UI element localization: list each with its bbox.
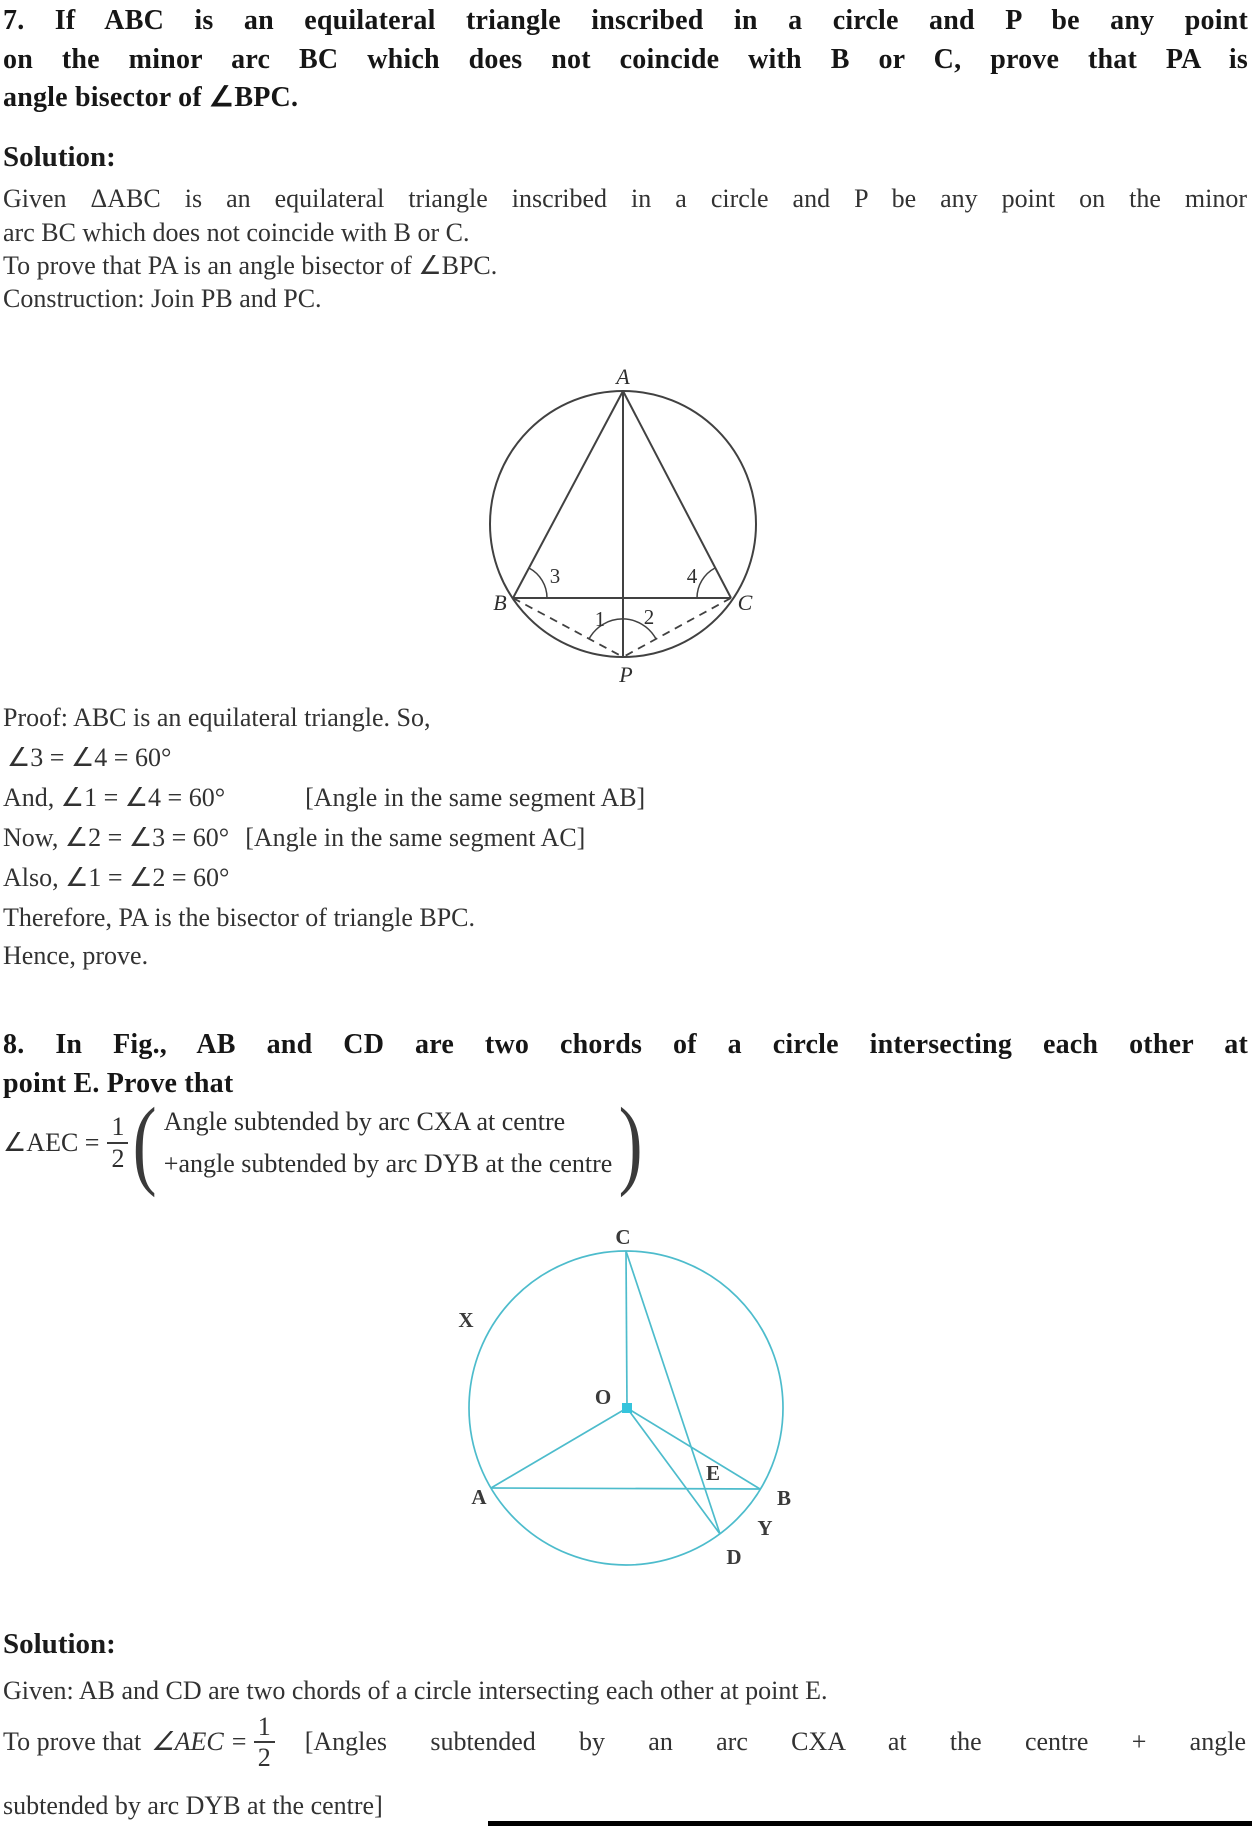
close-paren: ) xyxy=(619,1087,644,1198)
point-label-c: C xyxy=(615,1228,631,1249)
problem7-given-line2: arc BC which does not coincide with B or C. xyxy=(3,217,470,247)
angle-label-1: 1 xyxy=(594,607,606,631)
proof-eq2: And, ∠1 = ∠4 = 60° xyxy=(3,783,226,812)
point-label-c: C xyxy=(737,590,753,615)
proof-eq2-line xyxy=(3,781,645,815)
line-ob xyxy=(627,1408,760,1489)
proof-eq4: Also, ∠1 = ∠2 = 60° xyxy=(3,863,230,892)
proof-eq2-note: [Angle in the same segment AB] xyxy=(305,783,646,812)
problem7-construction: Construction: Join PB and PC. xyxy=(3,284,322,313)
formula-line2: +angle subtended by arc DYB at the centre xyxy=(163,1148,613,1178)
to-prove-bracket-line1: [Angles subtended by an arc CXA at the centre + angle xyxy=(304,1727,1246,1757)
to-prove-numerator: 1 xyxy=(254,1713,275,1743)
proof-conclusion: Therefore, PA is the bisector of triangle BPC. xyxy=(3,903,476,932)
problem7-given-line1: Given ΔABC is an equilateral triangle inscribed in a circle and P be any point on the minor xyxy=(3,184,1247,213)
angle-label-3: 3 xyxy=(549,564,561,588)
line-cp-dashed xyxy=(623,598,731,657)
problem7-heading-line3: angle bisector of ∠BPC. xyxy=(3,82,299,113)
line-oa xyxy=(491,1408,627,1488)
chord-ab xyxy=(491,1488,760,1489)
line-ab xyxy=(513,391,623,598)
chord-cd xyxy=(626,1251,720,1534)
line-bp-dashed xyxy=(513,598,623,657)
arc-label-x: X xyxy=(458,1308,474,1332)
to-prove-fraction xyxy=(254,1713,275,1772)
problem7-solution-label: Solution: xyxy=(3,141,116,173)
problem8-formula xyxy=(3,1087,648,1198)
formula-fraction xyxy=(107,1113,128,1172)
line-co xyxy=(626,1251,627,1408)
problem7-heading xyxy=(3,2,1248,118)
point-label-b: B xyxy=(776,1486,792,1510)
to-prove-denominator: 2 xyxy=(257,1743,271,1772)
to-prove-bracket-line2: subtended by arc DYB at the centre] xyxy=(3,1791,383,1820)
open-paren: ( xyxy=(133,1087,158,1198)
angle-label-4: 4 xyxy=(686,564,698,588)
formula-numerator: 1 xyxy=(107,1113,128,1143)
problem7-heading-line2: on the minor arc BC which does not coincide with B or C, prove that PA is xyxy=(3,43,1248,75)
angle-label-2: 2 xyxy=(643,605,655,629)
problem7-heading-line1: 7. If ABC is an equilateral triangle inscribed in a circle and P be any point xyxy=(3,5,1248,36)
center-dot-o xyxy=(622,1403,632,1413)
problem7-to-prove: To prove that PA is an angle bisector of ∠BPC. xyxy=(3,251,498,280)
proof-eq3-line xyxy=(3,821,585,855)
angle-arc-4 xyxy=(697,568,715,598)
line-ac xyxy=(623,391,731,598)
scan-edge-artifact xyxy=(488,1821,1252,1826)
figure-circle-triangle-abp xyxy=(420,320,790,694)
proof-eq1: ∠3 = ∠4 = 60° xyxy=(7,743,172,772)
point-label-a: A xyxy=(616,364,630,389)
formula-lhs: ∠AEC = xyxy=(3,1127,100,1157)
problem8-to-prove-row xyxy=(3,1702,1246,1782)
point-label-p: P xyxy=(619,662,633,687)
problem8-solution-label: Solution: xyxy=(3,1628,116,1660)
problem8-heading-line2: point E. Prove that xyxy=(3,1067,234,1099)
formula-line1: Angle subtended by arc CXA at centre xyxy=(163,1106,566,1136)
arc-label-y: Y xyxy=(757,1516,773,1540)
formula-stack xyxy=(164,1101,613,1185)
point-label-d: D xyxy=(726,1545,742,1569)
proof-hence: Hence, prove. xyxy=(3,941,149,970)
angle-arc-3 xyxy=(529,568,547,598)
problem7-given xyxy=(3,182,1247,249)
problem8-given: Given: AB and CD are two chords of a circle intersecting each other at point E. xyxy=(3,1676,828,1705)
center-label-o: O xyxy=(594,1385,612,1409)
proof-intro: Proof: ABC is an equilateral triangle. So, xyxy=(3,703,431,732)
figure-circle-chords-ab-cd xyxy=(400,1228,820,1580)
to-prove-prefix: To prove that xyxy=(3,1727,142,1757)
point-label-e: E xyxy=(705,1461,721,1485)
proof-eq3: Now, ∠2 = ∠3 = 60° xyxy=(3,823,230,852)
formula-denominator: 2 xyxy=(111,1143,125,1173)
to-prove-math: ∠AEC = xyxy=(151,1727,248,1757)
point-label-b: B xyxy=(493,590,507,615)
problem8-heading-line1: 8. In Fig., AB and CD are two chords of a circle intersecting each other at xyxy=(3,1029,1248,1060)
proof-eq3-note: [Angle in the same segment AC] xyxy=(245,823,586,852)
point-label-a: A xyxy=(471,1485,487,1509)
